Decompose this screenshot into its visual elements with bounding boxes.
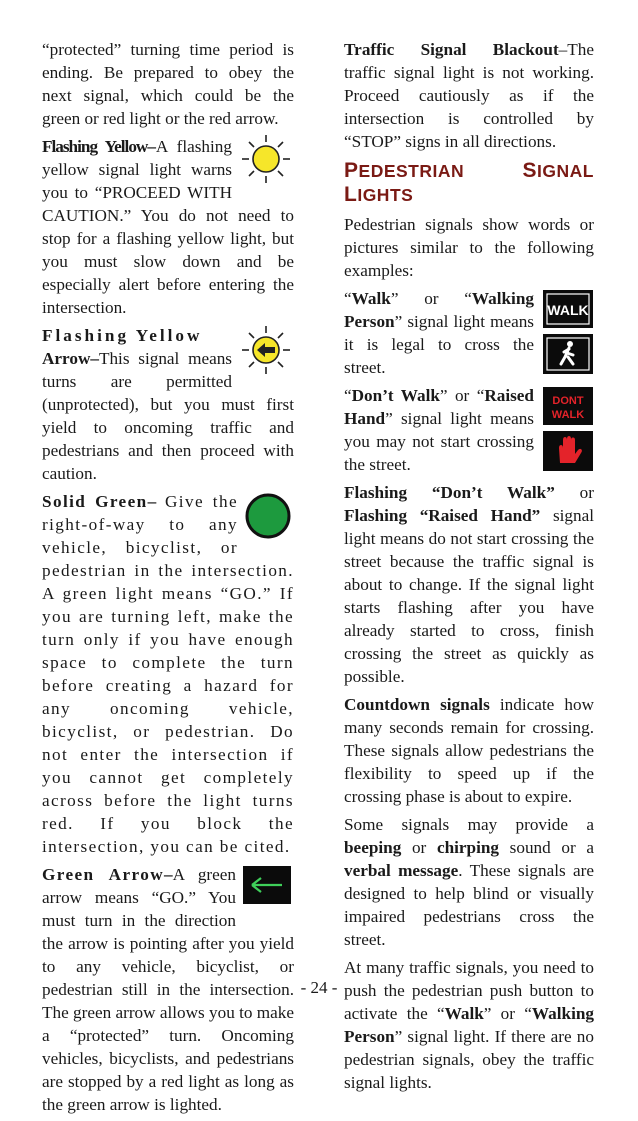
- quote-or: ” or “: [439, 386, 485, 405]
- dash: –: [147, 492, 157, 511]
- dont-walk-paragraph: [344, 384, 594, 476]
- flashing-dont-walk-paragraph: [344, 481, 594, 688]
- countdown-term: Countdown signals: [344, 695, 490, 714]
- solid-green-paragraph: [42, 490, 294, 858]
- heading-word-3: IGHTS: [357, 185, 414, 205]
- dont-walk-signs: [542, 386, 594, 472]
- left-column: [42, 38, 294, 1121]
- blackout-paragraph: [344, 38, 594, 153]
- green-arrow-signal-icon: [242, 865, 292, 911]
- intro-paragraph: Pedestrian signals show words or pictures similar to the following examples:: [344, 215, 594, 280]
- walk-paragraph: [344, 287, 594, 379]
- walking-person-sign-icon: [543, 334, 593, 374]
- dont-walk-text: signal light means you may not start crossing the street.: [344, 409, 534, 474]
- solid-green-text: Give the right-of-way to any vehicle, bicyclist, or pedestrian in the intersection. A green light means “GO.” If you are turning left, make the turn only if you have enough space to complete the turn before creating a hazard for any oncoming vehicle, bicyclist, or pedestrian. Do not enter the intersection if you cannot get completely across before the light turns red. If you block the intersection, you can be cited.: [42, 492, 294, 856]
- flashing-yellow-arrow-term-2: Arrow: [42, 349, 91, 368]
- flashing-yellow-arrow-text: This signal means turns are permitted (unprotected), but you must first yield to oncoming traffic and pedestrians and then proceed with caution.: [42, 349, 294, 483]
- walking-person-term: Walking Person: [344, 1004, 595, 1046]
- beeping-pre: Some signals may provide a: [344, 815, 594, 834]
- protected-paragraph: “protected” turning time period is ending. Be prepared to obey the next signal, which could be the green or red light or the red arrow.: [42, 40, 294, 128]
- dash: –: [164, 865, 173, 884]
- countdown-text: indicate how many seconds remain for crossing. These signals allow pedestrians the flexibility to speed up if the crossing phase is about to expire.: [344, 695, 594, 806]
- walk-text: signal light means it is legal to cross the street.: [344, 312, 534, 377]
- or-word: or: [554, 483, 594, 502]
- push-pre: At many traffic signals, you need to push the pedestrian push button to activate the “: [344, 958, 594, 1023]
- or-word: or: [401, 838, 437, 857]
- verbal-message-term: verbal message: [344, 861, 459, 880]
- solid-green-term: Solid Green: [42, 492, 148, 511]
- heading-initial-2: S: [522, 159, 538, 182]
- walk-term: Walk: [351, 289, 391, 308]
- flashing-yellow-arrow-paragraph: [42, 324, 294, 485]
- green-arrow-term: Green Arrow: [42, 865, 165, 884]
- walk-sign-label: WALK: [547, 302, 589, 318]
- walk-term: Walk: [444, 1004, 484, 1023]
- quote: ”: [385, 409, 393, 428]
- right-column: [344, 38, 594, 1099]
- heading-initial-3: L: [344, 183, 358, 206]
- dont-walk-sign-icon: [543, 387, 593, 425]
- flashing-yellow-term: Flashing Yellow: [42, 137, 148, 156]
- section-heading: [344, 159, 594, 207]
- flashing-dont-walk-term: Flashing “Don’t Walk”: [344, 483, 555, 502]
- chirping-term: chirping: [436, 838, 500, 857]
- push-text: ” signal light. If there are no pedestrian signals, obey the traffic signal lights.: [344, 1027, 594, 1092]
- walking-person-term: Walking Person: [344, 289, 534, 331]
- solid-green-light-icon: [244, 492, 292, 546]
- heading-word-1: EDESTRIAN: [358, 161, 523, 181]
- quote: ”: [394, 312, 403, 331]
- blackout-term: Traffic Signal Blackout: [344, 40, 559, 59]
- beeping-mid: sound or a: [499, 838, 594, 857]
- walk-sign-icon: [543, 290, 593, 328]
- beeping-term: beeping: [344, 838, 402, 857]
- heading-initial-1: P: [344, 159, 359, 182]
- quote-or: ” or “: [390, 289, 472, 308]
- dash: –: [90, 349, 99, 368]
- raised-hand-sign-icon: [543, 431, 593, 471]
- quote-or: ” or “: [483, 1004, 532, 1023]
- dont-sign-label-1: DONT: [552, 395, 584, 407]
- flashing-yellow-arrow-icon: [238, 324, 294, 382]
- beeping-paragraph: [344, 813, 594, 951]
- flashing-raised-hand-term: Flashing “Raised Hand”: [344, 506, 541, 525]
- flashing-yellow-paragraph: [42, 135, 294, 319]
- flashing-yellow-text: A flashing yellow signal light warns you to “PROCEED WITH CAUTION.” You do not need to stop for a flashing yellow light, but you must slow down and be especially alert before entering the intersection.: [42, 137, 294, 317]
- quote: “: [344, 289, 352, 308]
- dont-walk-term: Don’t Walk: [351, 386, 440, 405]
- quote: “: [344, 386, 352, 405]
- raised-hand-term: Raised Hand: [344, 386, 534, 428]
- heading-word-2: IGNAL: [537, 161, 594, 181]
- beeping-text: . These signals are designed to help blind or visually impaired pedestrians cross the street.: [344, 861, 595, 949]
- flashing-yellow-light-icon: [238, 133, 294, 191]
- walk-signs: [542, 289, 594, 375]
- page-number: - 24 -: [300, 978, 338, 997]
- dash: –: [147, 137, 156, 156]
- green-arrow-text: A green arrow means “GO.” You must turn in the direction the arrow is pointing after you yield to any vehicle, bicyclist, or pedestrian still in the intersection. The green arrow allows you to make a “protected” turn. Oncoming vehicles, bicyclists, and pedestrians are stopped by a red light as long as the green arrow is lighted.: [42, 865, 294, 1114]
- blackout-text: The traffic signal light is not working. Proceed cautiously as if the intersection is controlled by “STOP” signs in all directions.: [344, 40, 594, 151]
- flashing-dont-walk-text: signal light means do not start crossing the street because the traffic signal is about to change. If the signal light starts flashing after you have already started to cross, finish crossing the street as quickly as possible.: [344, 506, 594, 686]
- dash: –: [558, 40, 568, 59]
- dont-sign-label-2: WALK: [551, 409, 585, 421]
- flashing-yellow-arrow-term-1: Flashing Yellow: [42, 326, 203, 345]
- push-button-paragraph: [344, 956, 594, 1094]
- countdown-paragraph: [344, 693, 594, 808]
